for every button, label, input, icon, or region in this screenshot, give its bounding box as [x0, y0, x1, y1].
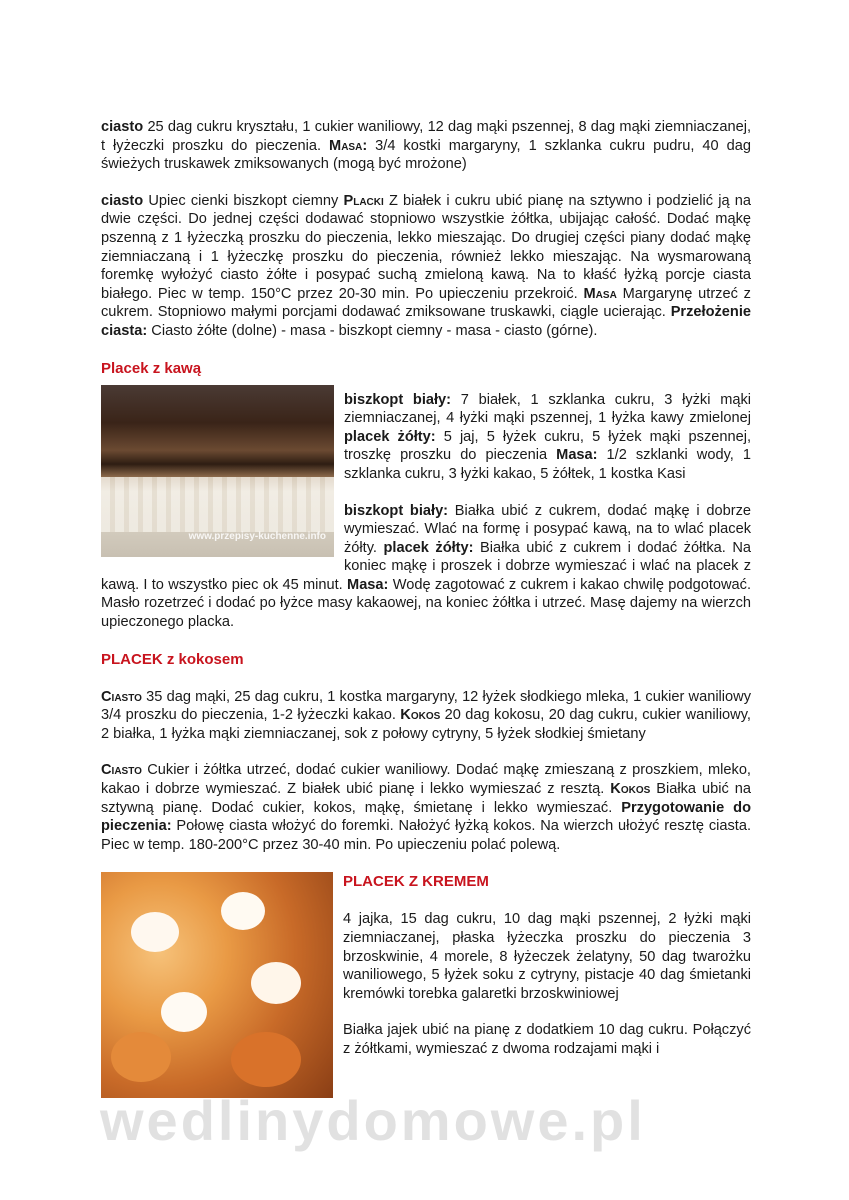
ciasto-label: ciasto [101, 119, 144, 135]
section1-preparation: ciasto Upiec cienki biszkopt ciemny Placki Z białek i cukru ubić pianę na sztywno i podzielić ją na dwie części. Do jednej części dodawać stopniowo wszystkie żółtka, ubijając całość. Dodać mąkę pszenną z 1 łyżeczką proszku do pieczenia, lekko mieszając. Do drugiej części piany dodać mąkę ziemniaczaną i 1 łyżeczkę proszku do pieczenia, również lekko mieszając. Na wysmarowaną foremkę wyłożyć ciasto żółte i posypać suchą zmieloną kawą. Na to kłaść łyżką porcje ciasta białego. Piec w temp. 150°C przez 20-30 min. Po upieczeniu przekroić. Masa Margarynę utrzeć z cukrem. Stopniowo małymi porcjami dodawać zmiksowane truskawki, ciągle ucierając. Przełożenie ciasta: Ciasto żółte (dolne) - masa - biszkopt ciemny - masa - ciasto (górne). [101, 192, 751, 339]
site-watermark: wedlinydomowe.pl [100, 1089, 646, 1152]
section3-preparation: Ciasto Cukier i żółtka utrzeć, dodać cukier waniliowy. Dodać mąkę zmieszaną z proszkiem, mleko, kakao i dobrze wymieszać. Z białek ubić pianę i lekko wymieszać z resztą. Kokos Białka ubić na sztywną pianę. Dodać cukier, kokos, mąkę, śmietanę i lekko wymieszać. Przygotowanie do pieczenia: Połowę ciasta włożyć do foremki. Nałożyć łyżką kokos. Na wierzch ułożyć resztę ciasta. Piec w temp. 180-200°C przez 30-40 min. Po upieczeniu polać polewą. [101, 762, 751, 853]
masa-label: Masa: [329, 137, 368, 154]
photo-watermark: www.przepisy-kuchenne.info [188, 530, 326, 542]
section2-preparation: biszkopt biały: Białka ubić z cukrem, dodać mąkę i dobrze wymieszać. Wlać na formę i posypać kawą, na to wlać placek żółty. placek żółty: Białka ubić z cukrem i dodać żółtka. Na koniec mąkę i proszek i dobrze wymieszać i wlać na placek z kawą. I to wszystko piec ok 45 minut. Masa: Wodę zagotować z cukrem i kakao chwilę podgotować. Masło rozetrzeć i dodać po łyżce masy kakaowej, na koniec żółtka i utrzeć. Masę dajemy na wierzch upieczonego placka. [101, 502, 752, 631]
recipe-title-placek-z-kremem: PLACEK Z KREMEM [343, 873, 489, 891]
recipe-title-placek-z-kawa: Placek z kawą [101, 359, 202, 377]
coffee-cake-photo [101, 385, 334, 557]
document-page [101, 118, 751, 1102]
section1-ingredients: ciasto 25 dag cukru kryształu, 1 cukier waniliowy, 12 dag mąki pszennej, 8 dag mąki ziemniaczanej, t łyżeczki proszku do pieczenia. Masa: 3/4 kostki margaryny, 1 szklanka cukru pudru, 40 dag świeżych truskawek zmiksowanych (mogą być mrożone) [101, 119, 751, 173]
cream-cake-photo [101, 872, 333, 1098]
section2-ingredients: biszkopt biały: 7 białek, 1 szklanka cukru, 3 łyżki mąki ziemniaczanej, 4 łyżki mąki pszennej, 1 łyżka kawy zmielonej placek żółty: 5 jaj, 5 łyżek cukru, 5 łyżek mąki pszennej, troszkę proszku do pieczenia Masa: 1/2 szklanki wody, 1 szklanka cukru, 3 łyżki kakao, 5 żółtek, 1 kostka Kasi [344, 391, 752, 482]
section4-preparation: Białka jajek ubić na pianę z dodatkiem 10 dag cukru. Połączyć z żółtkami, wymieszać z dwoma rodzajami mąki i [343, 1022, 751, 1057]
recipe-title-placek-z-kokosem: PLACEK z kokosem [101, 650, 244, 668]
section3-ingredients: Ciasto 35 dag mąki, 25 dag cukru, 1 kostka margaryny, 12 łyżek słodkiego mleka, 1 cukier waniliowy 3/4 proszku do pieczenia, 1-2 łyżeczki kakao. Kokos 20 dag kokosu, 20 dag cukru, cukier waniliowy, 2 białka, 1 łyżka mąki ziemniaczanej, sok z połowy cytryny, 5 łyżek słodkiej śmietany [101, 688, 751, 742]
section4-ingredients: 4 jajka, 15 dag cukru, 10 dag mąki pszennej, 2 łyżki mąki ziemniaczanej, płaska łyżeczka proszku do pieczenia 3 brzoskwinie, 4 morele, 8 łyżeczek żelatyny, 50 dag twarożku waniliowego, 5 łyżek soku z cytryny, pistacje 40 dag śmietanki kremówki torebka galaretki brzoskwiniowej [343, 911, 751, 1002]
